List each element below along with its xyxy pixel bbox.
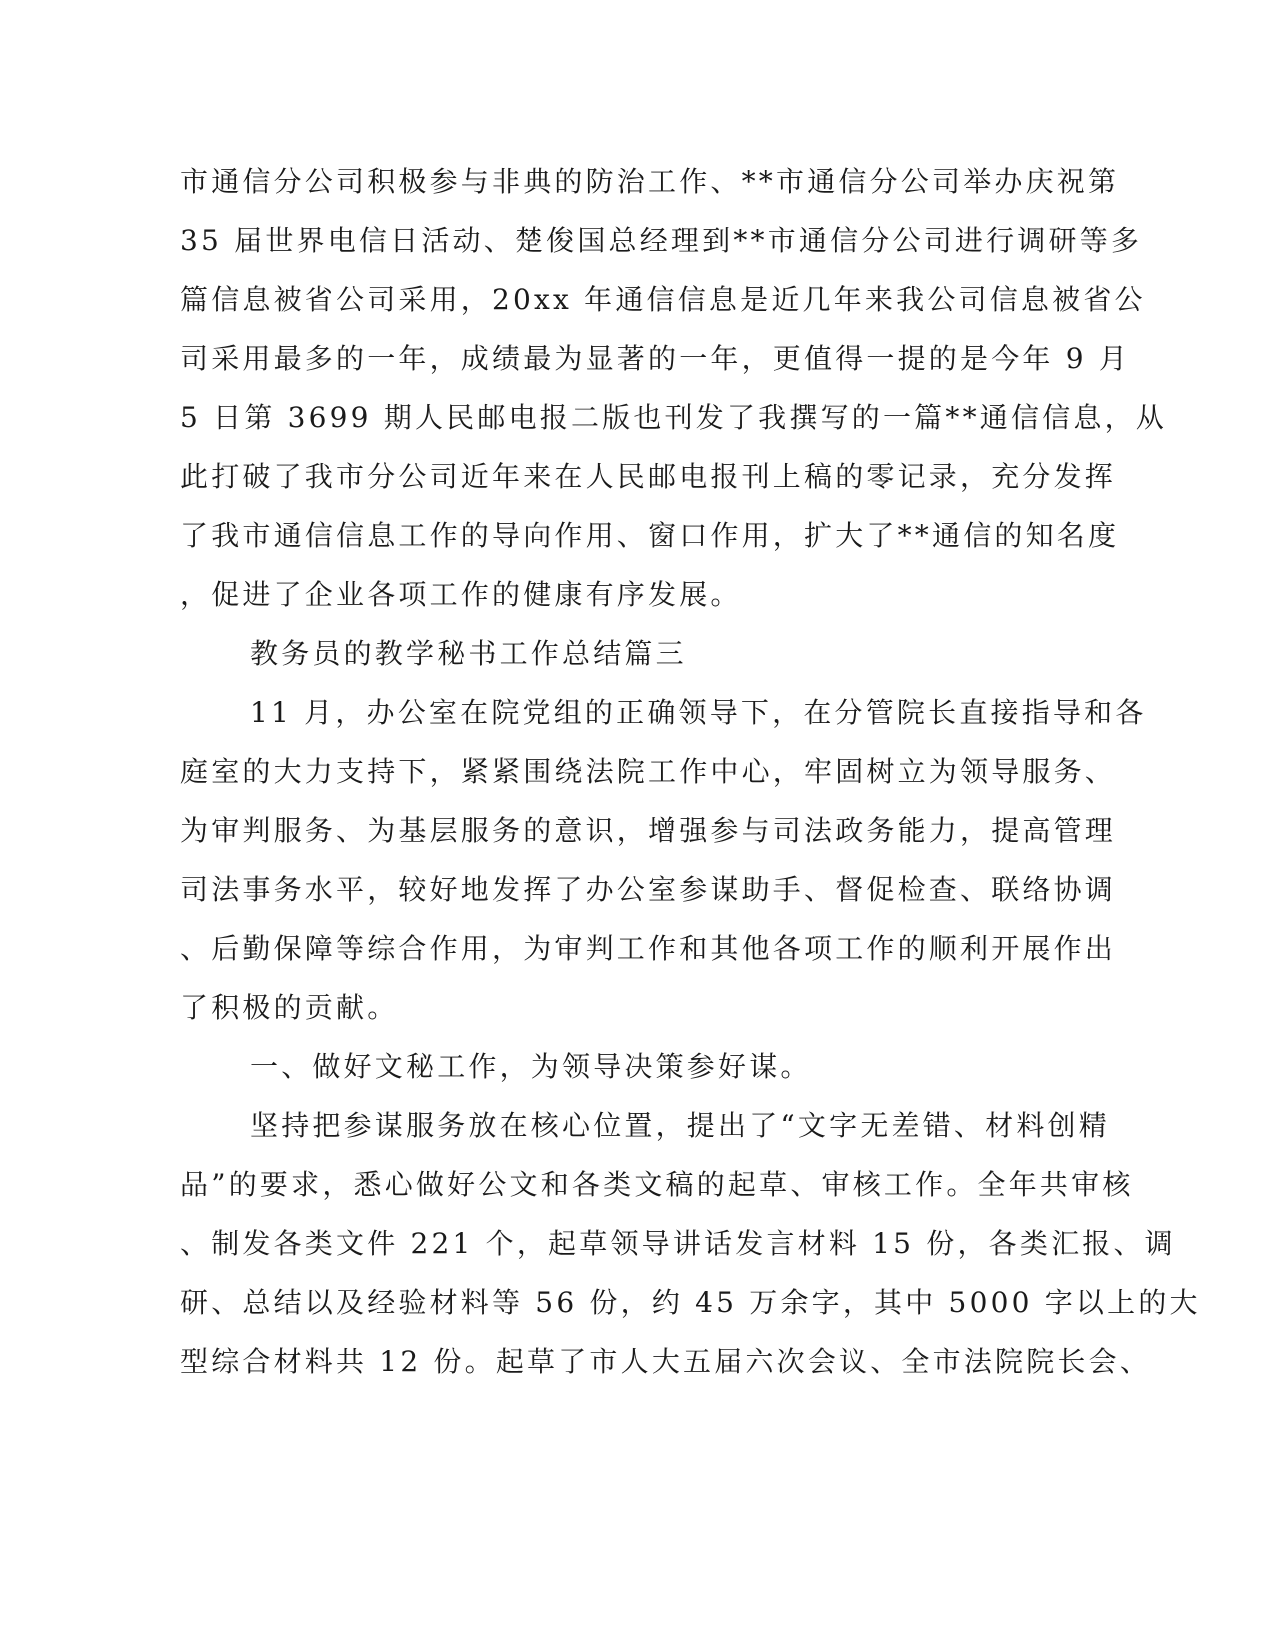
subheading: 一、做好文秘工作，为领导决策参好谋。 [250, 1050, 812, 1083]
paragraph-1-line-4: 司采用最多的一年，成绩最为显著的一年，更值得一提的是今年 9 月 [180, 342, 1131, 375]
paragraph-1-line-6: 此打破了我市分公司近年来在人民邮电报刊上稿的零记录，充分发挥 [180, 460, 1117, 493]
paragraph-2-line-1: 11 月，办公室在院党组的正确领导下，在分管院长直接指导和各 [250, 696, 1147, 729]
paragraph-1-line-1: 市通信分公司积极参与非典的防治工作、**市通信分公司举办庆祝第 [180, 165, 1120, 198]
paragraph-1-line-3: 篇信息被省公司采用，20xx 年通信信息是近几年来我公司信息被省公 [180, 283, 1146, 316]
paragraph-3-line-4: 研、总结以及经验材料等 56 份，约 45 万余字，其中 5000 字以上的大 [180, 1286, 1201, 1319]
paragraph-2-line-4: 司法事务水平，较好地发挥了办公室参谋助手、督促检查、联络协调 [180, 873, 1117, 906]
paragraph-3-line-3: 、制发各类文件 221 个，起草领导讲话发言材料 15 份，各类汇报、调 [180, 1227, 1176, 1260]
paragraph-1-line-7: 了我市通信信息工作的导向作用、窗口作用，扩大了**通信的知名度 [180, 519, 1120, 552]
paragraph-1-line-8: ，促进了企业各项工作的健康有序发展。 [180, 578, 742, 611]
paragraph-2-line-6: 了积极的贡献。 [180, 991, 399, 1024]
paragraph-2-line-5: 、后勤保障等综合作用，为审判工作和其他各项工作的顺利开展作出 [180, 932, 1117, 965]
paragraph-1-line-2: 35 届世界电信日活动、楚俊国总经理到**市通信分公司进行调研等多 [180, 224, 1143, 257]
paragraph-3-line-5: 型综合材料共 12 份。起草了市人大五届六次会议、全市法院院长会、 [180, 1345, 1152, 1378]
paragraph-2-line-3: 为审判服务、为基层服务的意识，增强参与司法政务能力，提高管理 [180, 814, 1117, 847]
paragraph-2-line-2: 庭室的大力支持下，紧紧围绕法院工作中心，牢固树立为领导服务、 [180, 755, 1117, 788]
section-title: 教务员的教学秘书工作总结篇三 [250, 637, 687, 670]
paragraph-3-line-2: 品”的要求，悉心做好公文和各类文稿的起草、审核工作。全年共审核 [180, 1168, 1134, 1201]
paragraph-1-line-5: 5 日第 3699 期人民邮电报二版也刊发了我撰写的一篇**通信信息，从 [180, 401, 1167, 434]
paragraph-3-line-1: 坚持把参谋服务放在核心位置，提出了“文字无差错、材料创精 [250, 1109, 1110, 1142]
